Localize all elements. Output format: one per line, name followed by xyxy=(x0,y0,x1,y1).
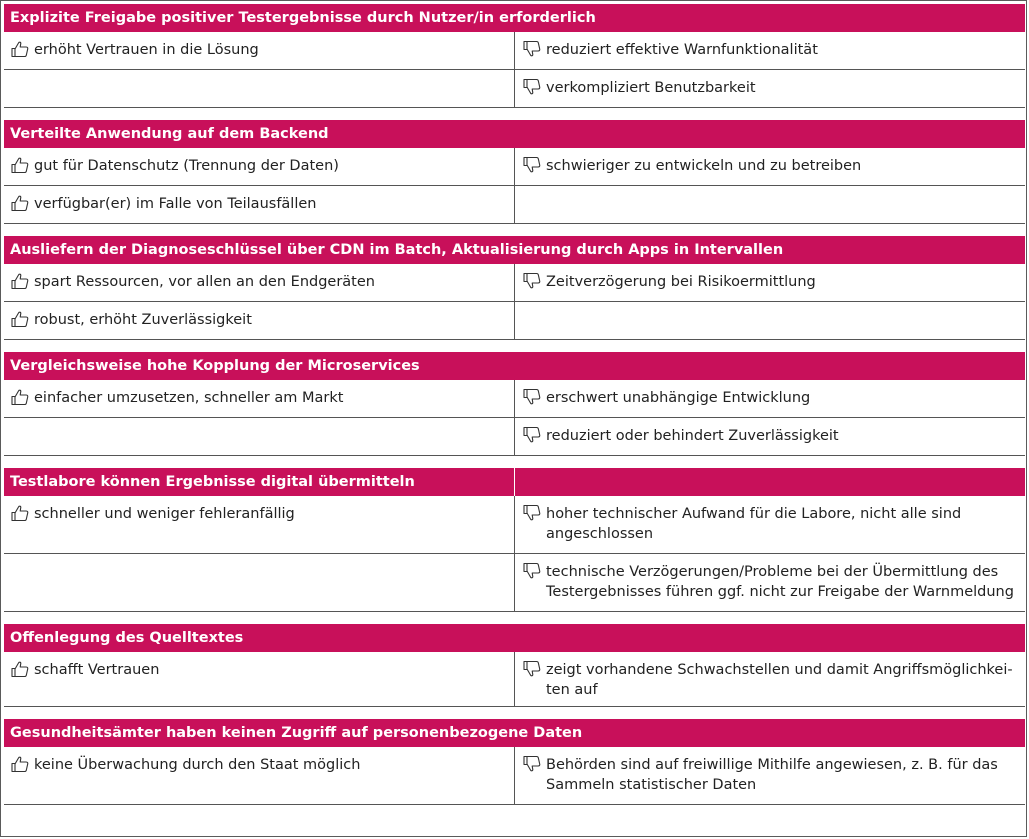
section-header xyxy=(4,352,1025,380)
thumbs-down-icon xyxy=(522,40,542,58)
section-block xyxy=(4,236,1025,340)
section-title: Verteilte Anwendung auf dem Backend xyxy=(10,126,329,142)
con-cell xyxy=(514,554,1025,611)
pro-text: schafft Vertrauen xyxy=(34,662,160,678)
thumbs-up-icon xyxy=(10,388,30,406)
con-cell xyxy=(514,264,1025,301)
section-block xyxy=(4,719,1025,805)
con-cell xyxy=(514,302,1025,339)
section-header xyxy=(4,120,1025,148)
section-header xyxy=(4,4,1025,32)
thumbs-down-icon xyxy=(522,156,542,174)
section-gap xyxy=(4,612,1025,624)
pro-cell xyxy=(4,148,514,185)
thumbs-down-icon xyxy=(522,388,542,406)
con-text: Behörden sind auf freiwillige Mithilfe angewiesen, z. B. für das Sammeln statistischer Daten xyxy=(546,757,998,793)
con-cell xyxy=(514,380,1025,417)
table-row xyxy=(4,264,1025,302)
section-title: Testlabore können Ergebnisse digital übermitteln xyxy=(10,474,415,490)
pro-cell xyxy=(4,496,514,553)
pro-text: erhöht Vertrauen in die Lösung xyxy=(34,42,259,58)
con-cell xyxy=(514,496,1025,553)
section-header xyxy=(4,468,1025,496)
con-text: schwieriger zu entwickeln und zu betreiben xyxy=(546,158,862,174)
thumbs-down-icon xyxy=(522,504,542,522)
pro-text: schneller und weniger fehleranfällig xyxy=(34,506,295,522)
pro-cell xyxy=(4,554,514,611)
con-text: technische Verzögerungen/Probleme bei der Übermittlung des Testergebnisses führen ggf. nicht zur Freigabe der Warnmeldung xyxy=(546,564,1014,600)
table-row xyxy=(4,32,1025,70)
con-cell xyxy=(514,70,1025,107)
table-row xyxy=(4,302,1025,340)
con-text: reduziert oder behindert Zuverlässigkeit xyxy=(546,428,839,444)
con-cell xyxy=(514,148,1025,185)
header-divider xyxy=(514,468,515,496)
table-row xyxy=(4,747,1025,805)
section-header xyxy=(4,236,1025,264)
section-gap xyxy=(4,456,1025,468)
thumbs-up-icon xyxy=(10,40,30,58)
section-title: Vergleichsweise hohe Kopplung der Microservices xyxy=(10,358,420,374)
section-header xyxy=(4,719,1025,747)
section-block xyxy=(4,352,1025,456)
pro-cell xyxy=(4,302,514,339)
section-block xyxy=(4,624,1025,707)
section-title: Offenlegung des Quelltextes xyxy=(10,630,244,646)
thumbs-up-icon xyxy=(10,194,30,212)
table-row xyxy=(4,418,1025,456)
pro-text: keine Überwachung durch den Staat möglich xyxy=(34,757,361,773)
table-row xyxy=(4,70,1025,108)
section-gap xyxy=(4,707,1025,719)
pro-cell xyxy=(4,652,514,706)
pro-cell xyxy=(4,32,514,69)
thumbs-down-icon xyxy=(522,426,542,444)
table-row xyxy=(4,496,1025,554)
con-text: zeigt vorhandene Schwachstellen und damit Angriffsmöglichkei-ten auf xyxy=(546,662,1013,698)
thumbs-up-icon xyxy=(10,156,30,174)
con-cell xyxy=(514,747,1025,804)
section-header xyxy=(4,624,1025,652)
pro-cell xyxy=(4,186,514,223)
pro-cell xyxy=(4,264,514,301)
table-row xyxy=(4,148,1025,186)
con-text: erschwert unabhängige Entwicklung xyxy=(546,390,811,406)
section-title: Ausliefern der Diagnoseschlüssel über CDN im Batch, Aktualisierung durch Apps in Intervallen xyxy=(10,242,784,258)
section-title: Gesundheitsämter haben keinen Zugriff auf personenbezogene Daten xyxy=(10,725,583,741)
pro-text: einfacher umzusetzen, schneller am Markt xyxy=(34,390,344,406)
pros-cons-table xyxy=(4,4,1025,805)
pro-text: verfügbar(er) im Falle von Teilausfällen xyxy=(34,196,317,212)
table-row xyxy=(4,554,1025,612)
pro-cell xyxy=(4,380,514,417)
section-gap xyxy=(4,224,1025,236)
thumbs-down-icon xyxy=(522,660,542,678)
pro-cell xyxy=(4,70,514,107)
table-row xyxy=(4,186,1025,224)
section-gap xyxy=(4,340,1025,352)
pro-text: gut für Datenschutz (Trennung der Daten) xyxy=(34,158,339,174)
pro-text: robust, erhöht Zuverlässigkeit xyxy=(34,312,252,328)
pro-cell xyxy=(4,418,514,455)
section-block xyxy=(4,120,1025,224)
thumbs-down-icon xyxy=(522,755,542,773)
section-block xyxy=(4,4,1025,108)
con-cell xyxy=(514,418,1025,455)
section-gap xyxy=(4,108,1025,120)
table-row xyxy=(4,380,1025,418)
thumbs-up-icon xyxy=(10,755,30,773)
thumbs-up-icon xyxy=(10,272,30,290)
thumbs-up-icon xyxy=(10,660,30,678)
con-text: verkompliziert Benutzbarkeit xyxy=(546,80,756,96)
table-row xyxy=(4,652,1025,707)
section-block xyxy=(4,468,1025,612)
thumbs-down-icon xyxy=(522,78,542,96)
con-text: reduziert effektive Warnfunktionalität xyxy=(546,42,818,58)
con-text: hoher technischer Aufwand für die Labore, nicht alle sind angeschlossen xyxy=(546,506,962,542)
thumbs-down-icon xyxy=(522,272,542,290)
con-cell xyxy=(514,32,1025,69)
pro-cell xyxy=(4,747,514,804)
section-title: Explizite Freigabe positiver Testergebnisse durch Nutzer/in erforderlich xyxy=(10,10,596,26)
thumbs-up-icon xyxy=(10,310,30,328)
thumbs-down-icon xyxy=(522,562,542,580)
pro-text: spart Ressourcen, vor allen an den Endgeräten xyxy=(34,274,375,290)
con-cell xyxy=(514,652,1025,706)
con-cell xyxy=(514,186,1025,223)
thumbs-up-icon xyxy=(10,504,30,522)
con-text: Zeitverzögerung bei Risikoermittlung xyxy=(546,274,816,290)
